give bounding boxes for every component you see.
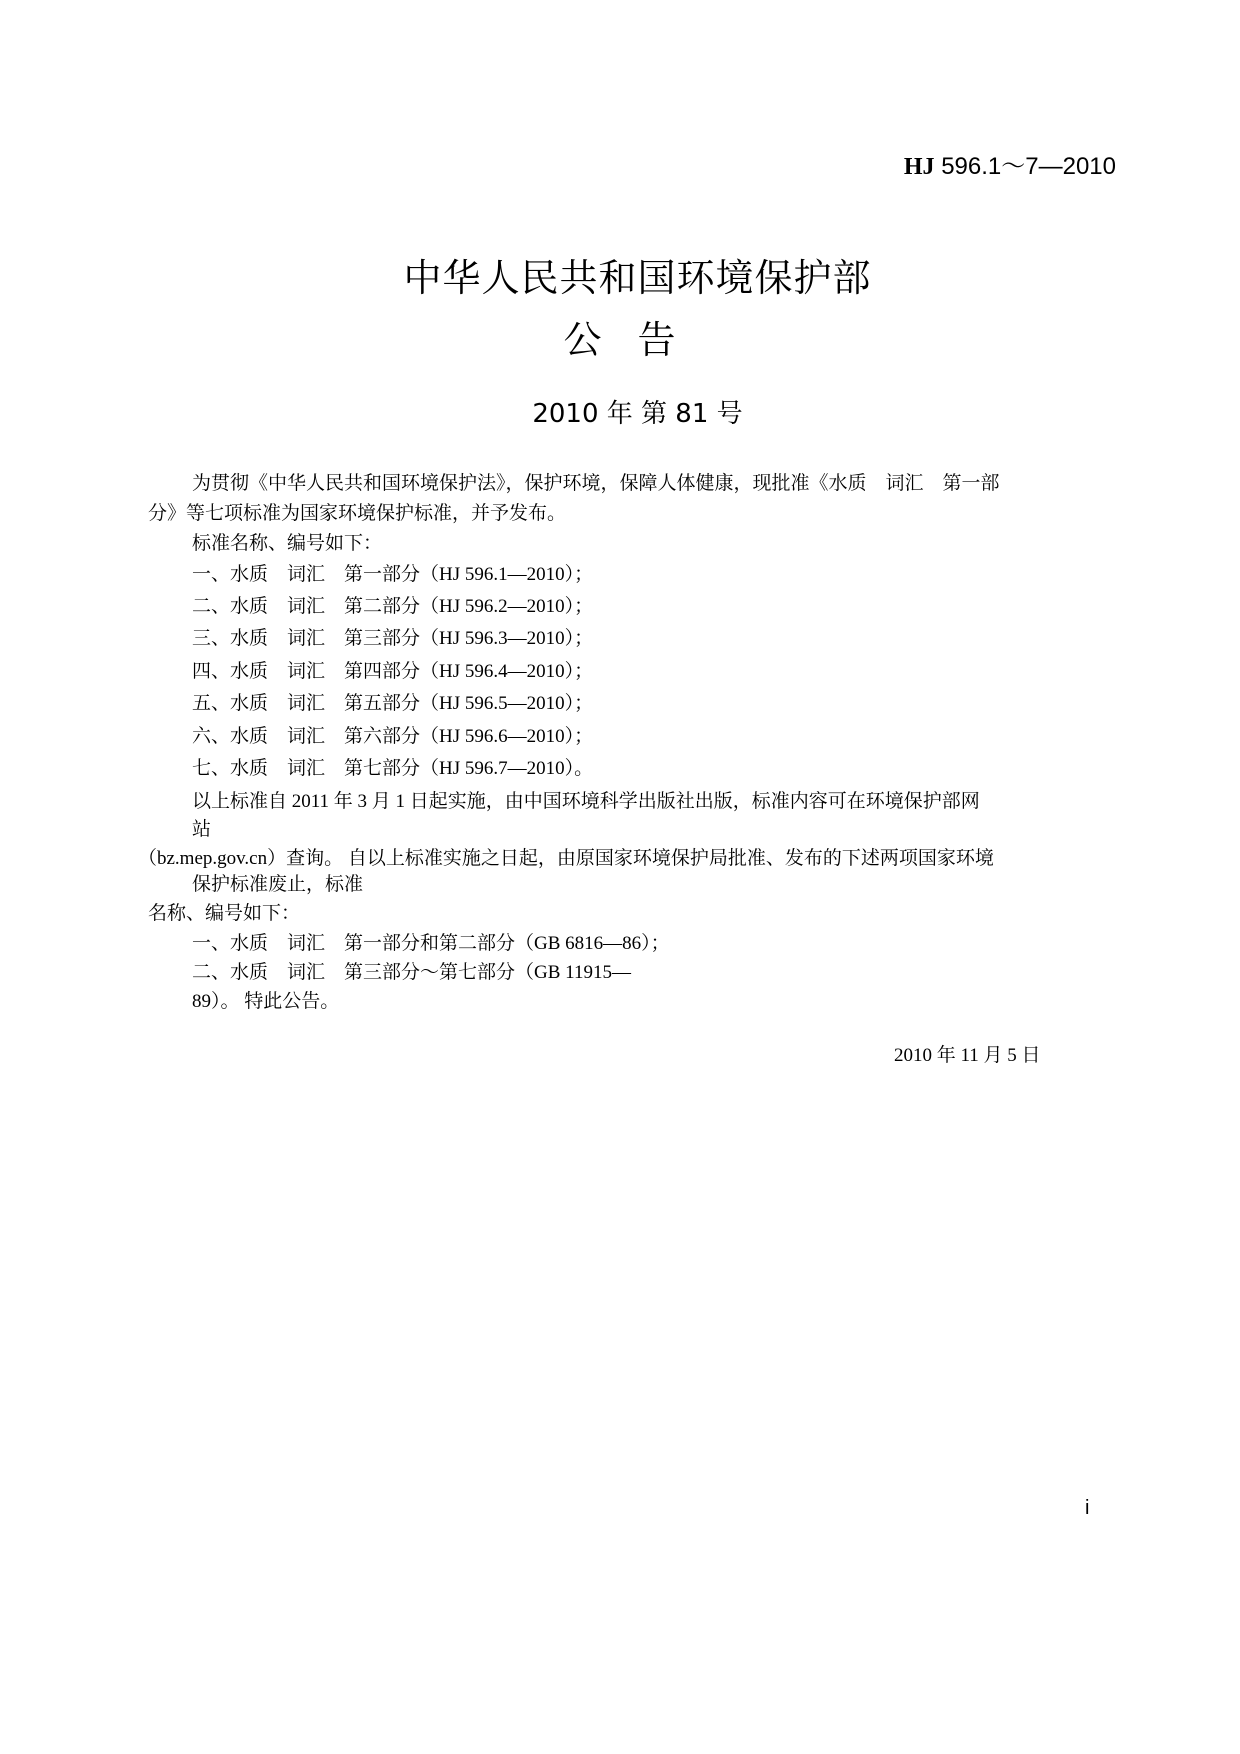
standard-list-item: 一、水质 词汇 第一部分（HJ 596.1—2010）； bbox=[192, 564, 594, 585]
notice-number: 2010 年 第 81 号 bbox=[532, 399, 743, 429]
issue-date: 2010 年 11 月 5 日 bbox=[894, 1045, 1041, 1066]
paragraph-1-line-1: 为贯彻《中华人民共和国环境保护法》，保护环境，保障人体健康，现批准《水质 词汇 第一部 bbox=[192, 473, 1000, 494]
closing-line: 89）。 特此公告。 bbox=[192, 991, 340, 1012]
repealed-list-item: 一、水质 词汇 第一部分和第二部分（GB 6816—86）； bbox=[192, 933, 670, 954]
standard-list-item: 三、水质 词汇 第三部分（HJ 596.3—2010）； bbox=[192, 628, 594, 649]
issuer-title: 中华人民共和国环境保护部 bbox=[403, 256, 872, 300]
paragraph-3-line-5: 名称、编号如下： bbox=[148, 903, 301, 924]
standard-list-item: 七、水质 词汇 第七部分（HJ 596.7—2010）。 bbox=[192, 758, 594, 779]
page-number: i bbox=[1085, 1497, 1090, 1519]
paragraph-1-line-2: 分》等七项标准为国家环境保护标准，并予发布。 bbox=[148, 503, 567, 524]
standard-code-prefix: HJ bbox=[903, 154, 935, 180]
paragraph-3-line-3: （bz.mep.gov.cn）查询。 自以上标准实施之日起，由原国家环境保护局批准、发布的下述两项国家环境 bbox=[138, 848, 994, 869]
paragraph-2: 标准名称、编号如下： bbox=[192, 533, 383, 554]
announcement-title: 公告 bbox=[563, 318, 712, 362]
standard-list-item: 四、水质 词汇 第四部分（HJ 596.4—2010）； bbox=[192, 661, 594, 682]
standard-list-item: 五、水质 词汇 第五部分（HJ 596.5—2010）； bbox=[192, 693, 594, 714]
standard-list-item: 六、水质 词汇 第六部分（HJ 596.6—2010）； bbox=[192, 726, 594, 747]
paragraph-3-line-1: 以上标准自 2011 年 3 月 1 日起实施，由中国环境科学出版社出版，标准内容可在环境保护部网 bbox=[192, 791, 980, 812]
paragraph-3-line-2: 站 bbox=[192, 819, 212, 840]
standard-code bbox=[904, 146, 1116, 181]
standard-list-item: 二、水质 词汇 第二部分（HJ 596.2—2010）； bbox=[192, 596, 594, 617]
paragraph-3-line-4: 保护标准废止，标准 bbox=[192, 874, 364, 895]
repealed-list-item: 二、水质 词汇 第三部分～第七部分（GB 11915— bbox=[192, 962, 631, 983]
standard-code-number: 596.1～7—2010 bbox=[934, 153, 1116, 180]
